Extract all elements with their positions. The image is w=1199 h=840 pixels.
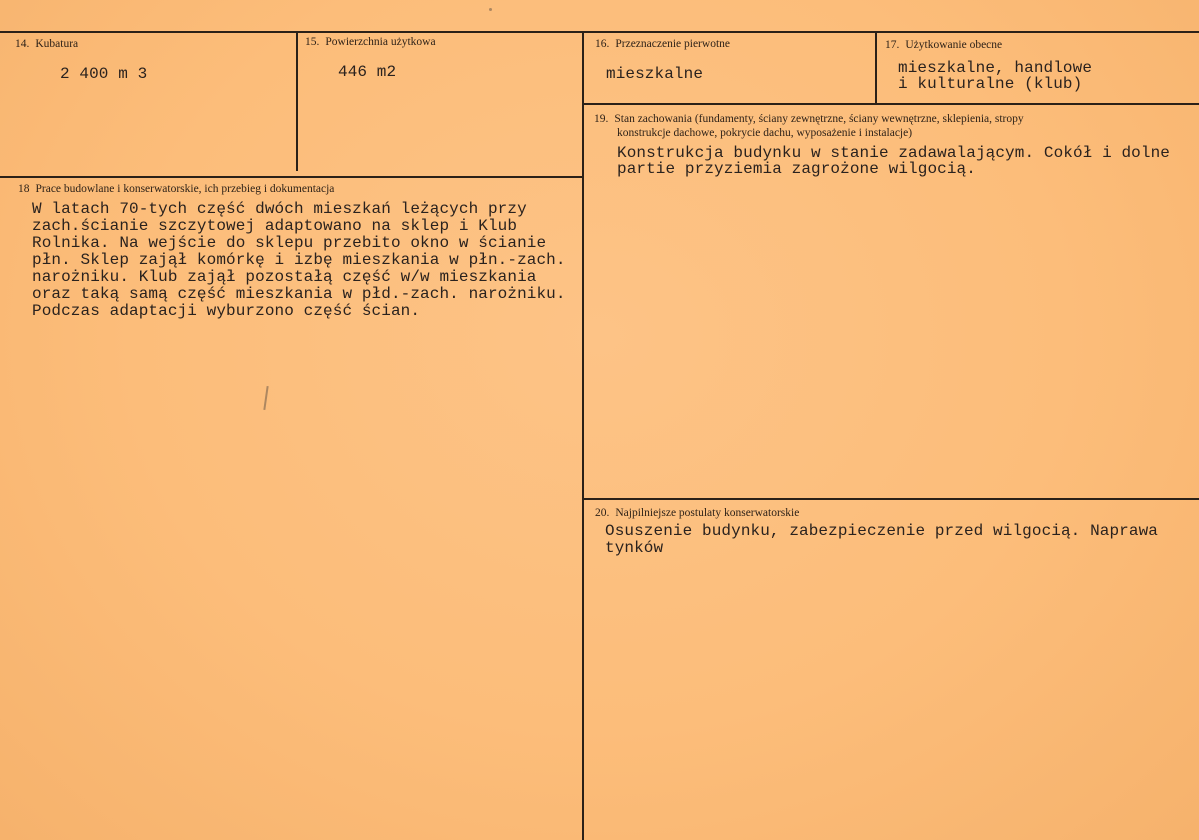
field-17-line-1: mieszkalne, handlowe bbox=[898, 59, 1093, 77]
field-19-line-2: partie przyziemia zagrożone wilgocią. bbox=[617, 160, 976, 178]
field-15-label bbox=[305, 35, 436, 49]
field-16-title: Przeznaczenie pierwotne bbox=[615, 38, 730, 50]
field-20-line-2: tynków bbox=[605, 539, 664, 557]
divider-14-15 bbox=[296, 32, 298, 171]
field-19-number: 19. bbox=[594, 113, 609, 125]
rule-under-16-17 bbox=[584, 103, 1199, 105]
field-15-value: 446 m2 bbox=[338, 63, 397, 81]
field-16-number: 16. bbox=[595, 38, 610, 50]
field-17-label bbox=[885, 38, 1002, 52]
field-20-number: 20. bbox=[595, 507, 610, 519]
field-18-line-1: W latach 70-tych część dwóch mieszkań leżących przy bbox=[32, 200, 527, 218]
field-19-title-1: Stan zachowania (fundamenty, ściany zewnętrzne, ściany wewnętrzne, sklepienia, stropy bbox=[614, 113, 1024, 125]
field-18-label bbox=[18, 182, 334, 196]
field-20-label bbox=[595, 506, 799, 520]
field-18-title: Prace budowlane i konserwatorskie, ich przebieg i dokumentacja bbox=[35, 183, 335, 195]
field-19-line-1: Konstrukcja budynku w stanie zadawalającym. Cokół i dolne bbox=[617, 144, 1170, 162]
field-18-number: 18 bbox=[18, 183, 30, 195]
main-vertical-divider bbox=[582, 32, 584, 840]
field-20-title: Najpilniejsze postulaty konserwatorskie bbox=[615, 507, 800, 519]
field-14-label bbox=[15, 37, 78, 51]
field-17-number: 17. bbox=[885, 39, 900, 51]
field-17-title: Użytkowanie obecne bbox=[905, 39, 1003, 51]
field-15-number: 15. bbox=[305, 36, 320, 48]
field-18-line-3: Rolnika. Na wejście do sklepu przebito okno w ścianie bbox=[32, 234, 547, 252]
field-19-label-line-1 bbox=[594, 112, 1024, 126]
stray-dot-mark bbox=[489, 8, 492, 11]
field-18-line-6: oraz taką samą część mieszkania w płd.-zach. narożniku. bbox=[32, 285, 566, 303]
field-14-value: 2 400 m 3 bbox=[60, 65, 148, 83]
divider-16-17 bbox=[875, 32, 877, 104]
field-18-line-7: Podczas adaptacji wyburzono część ścian. bbox=[32, 302, 421, 320]
field-15-title: Powierzchnia użytkowa bbox=[325, 36, 436, 48]
field-16-value: mieszkalne bbox=[606, 65, 704, 83]
rule-above-20 bbox=[584, 498, 1199, 500]
field-16-label bbox=[595, 37, 730, 51]
field-18-line-4: płn. Sklep zajął komórkę i izbę mieszkania w płn.-zach. bbox=[32, 251, 566, 269]
field-20-line-1: Osuszenie budynku, zabezpieczenie przed wilgocią. Naprawa bbox=[605, 522, 1158, 540]
field-14-title: Kubatura bbox=[35, 38, 79, 50]
field-19-label-line-2: konstrukcje dachowe, pokrycie dachu, wyposażenie i instalacje) bbox=[617, 127, 913, 139]
field-14-number: 14. bbox=[15, 38, 30, 50]
field-17-line-2: i kulturalne (klub) bbox=[898, 75, 1083, 93]
field-18-line-2: zach.ścianie szczytowej adaptowano na sklep i Klub bbox=[32, 217, 518, 235]
top-rule bbox=[0, 31, 1199, 33]
rule-under-14-15 bbox=[0, 176, 584, 178]
field-18-line-5: narożniku. Klub zajął pozostałą część w/w mieszkania bbox=[32, 268, 537, 286]
